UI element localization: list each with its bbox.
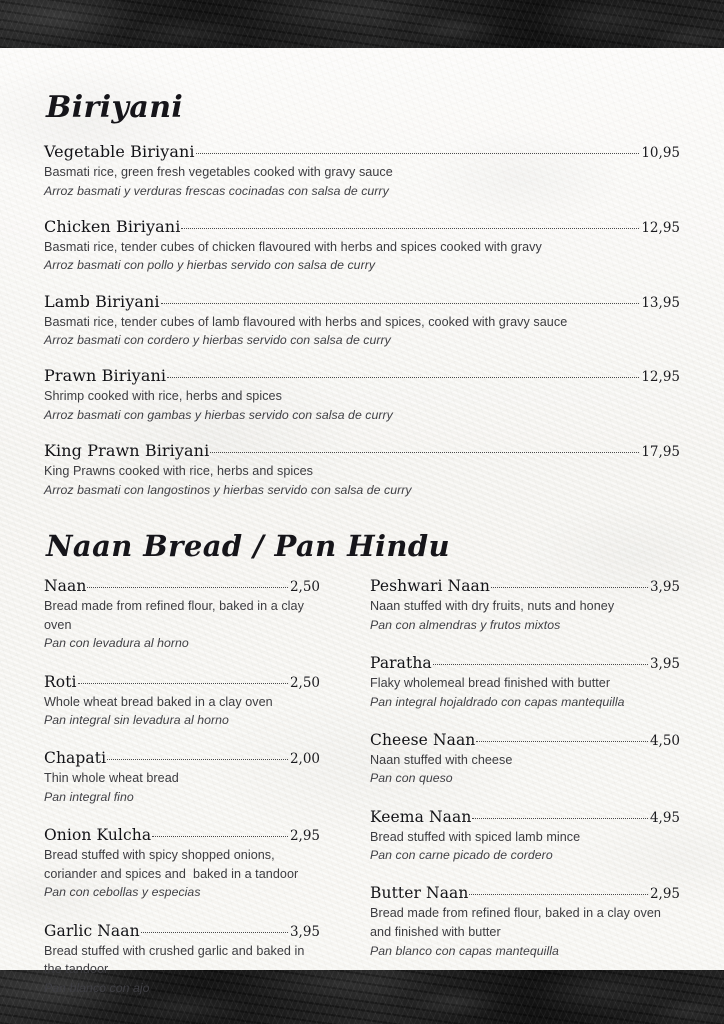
menu-item[interactable] xyxy=(44,749,320,806)
menu-item-description-es: Pan blanco con ajo xyxy=(44,980,150,995)
menu-item-price: 2,50 xyxy=(289,579,320,596)
menu-item-title-row xyxy=(44,577,320,595)
dot-leader xyxy=(469,893,647,895)
menu-item-title-row xyxy=(44,441,680,460)
menu-item-description-en: Naan stuffed with cheese xyxy=(370,752,513,767)
menu-item-name: Cheese Naan xyxy=(370,730,476,749)
dot-leader xyxy=(210,451,639,453)
menu-item-name: Roti xyxy=(44,672,77,691)
menu-item-description-es: Arroz basmati con pollo y hierbas servido con salsa de curry xyxy=(44,258,376,273)
menu-item[interactable] xyxy=(44,673,320,730)
menu-item-title-row xyxy=(44,826,320,844)
menu-item-price: 3,95 xyxy=(289,923,320,940)
naan-bread-column-left xyxy=(44,577,362,997)
menu-item[interactable] xyxy=(44,142,680,200)
menu-item[interactable] xyxy=(370,731,680,788)
dot-leader xyxy=(491,586,648,588)
menu-item-description-en: Basmati rice, tender cubes of chicken flavoured with herbs and spices cooked with gravy xyxy=(44,239,542,254)
menu-item[interactable] xyxy=(44,292,680,350)
dot-leader xyxy=(107,758,288,760)
menu-item-name: Butter Naan xyxy=(370,884,469,903)
menu-item-price: 2,95 xyxy=(649,886,680,903)
menu-item-title-row xyxy=(44,673,320,691)
menu-item[interactable] xyxy=(370,654,680,711)
menu-item-description-en: Bread stuffed with spicy shopped onions, coriander and spices and baked in a tandoor xyxy=(44,848,299,881)
menu-item-name: Chapati xyxy=(44,749,107,768)
menu-item-description-es: Pan con cebollas y especias xyxy=(44,885,201,900)
menu-item-name: Garlic Naan xyxy=(44,921,140,940)
menu-item[interactable] xyxy=(44,366,680,424)
menu-item-title-row xyxy=(44,749,320,767)
menu-item[interactable] xyxy=(44,441,680,499)
menu-content xyxy=(0,48,724,995)
menu-item-name: Naan xyxy=(44,577,87,596)
stone-border-top xyxy=(0,0,724,48)
menu-item-description-es: Pan con queso xyxy=(370,771,453,786)
menu-item-description-en: Whole wheat bread baked in a clay oven xyxy=(44,694,273,709)
menu-item-price: 17,95 xyxy=(641,444,680,461)
menu-item-description-es: Arroz basmati con cordero y hierbas servido con salsa de curry xyxy=(44,333,391,348)
menu-item-description-es: Arroz basmati con gambas y hierbas servido con salsa de curry xyxy=(44,408,393,423)
dot-leader xyxy=(87,586,288,588)
menu-item-name: Onion Kulcha xyxy=(44,826,152,845)
menu-item-title-row xyxy=(370,577,680,595)
menu-item-name: Chicken Biriyani xyxy=(44,216,181,236)
section-heading-biriyani: Biriyani xyxy=(46,90,184,125)
menu-item-name: Prawn Biriyani xyxy=(44,366,167,386)
menu-item-price: 2,00 xyxy=(289,751,320,768)
dot-leader xyxy=(472,817,648,819)
menu-item-title-row xyxy=(44,366,680,385)
menu-item-description-es: Pan integral sin levadura al horno xyxy=(44,713,229,728)
menu-item-description-en: Thin whole wheat bread xyxy=(44,771,179,786)
menu-item-description-en: King Prawns cooked with rice, herbs and spices xyxy=(44,464,314,479)
biriyani-item-list xyxy=(44,142,680,499)
menu-item-price: 2,50 xyxy=(289,674,320,691)
menu-item[interactable] xyxy=(44,826,320,901)
dot-leader xyxy=(433,663,648,665)
section-heading-naan-bread: Naan Bread / Pan Hindu xyxy=(46,529,451,564)
menu-item-description-en: Flaky wholemeal bread finished with butter xyxy=(370,675,611,690)
menu-item-title-row xyxy=(370,808,680,826)
menu-item-description-es: Arroz basmati con langostinos y hierbas servido con salsa de curry xyxy=(44,482,412,497)
menu-item-description-en: Shrimp cooked with rice, herbs and spices xyxy=(44,389,282,404)
naan-bread-column-right xyxy=(362,577,680,997)
menu-item-price: 12,95 xyxy=(641,219,680,236)
menu-item-title-row xyxy=(44,217,680,236)
dot-leader xyxy=(78,682,288,684)
menu-item-price: 13,95 xyxy=(641,294,680,311)
dot-leader xyxy=(152,835,288,837)
menu-item-description-en: Naan stuffed with dry fruits, nuts and honey xyxy=(370,599,615,614)
menu-item-description-en: Basmati rice, tender cubes of lamb flavoured with herbs and spices, cooked with gravy sauce xyxy=(44,314,568,329)
dot-leader xyxy=(196,152,640,154)
menu-item-title-row xyxy=(44,292,680,311)
menu-item[interactable] xyxy=(370,808,680,865)
menu-item-description-es: Pan integral hojaldrado con capas mantequilla xyxy=(370,694,625,709)
dot-leader xyxy=(181,227,639,229)
menu-item-description-es: Pan integral fino xyxy=(44,789,134,804)
dot-leader xyxy=(161,302,640,304)
menu-item-description-es: Pan con almendras y frutos mixtos xyxy=(370,617,561,632)
menu-item-title-row xyxy=(370,731,680,749)
menu-item-price: 3,95 xyxy=(649,579,680,596)
menu-item-description-es: Pan blanco con capas mantequilla xyxy=(370,943,559,958)
menu-item-price: 4,95 xyxy=(649,809,680,826)
menu-item-name: Lamb Biriyani xyxy=(44,291,160,311)
menu-item-description-en: Bread made from refined flour, baked in a clay oven and finished with butter xyxy=(370,906,665,939)
menu-item-name: King Prawn Biriyani xyxy=(44,441,210,461)
menu-item[interactable] xyxy=(44,922,320,997)
menu-item-description-es: Arroz basmati y verduras frescas cocinadas con salsa de curry xyxy=(44,183,389,198)
menu-item[interactable] xyxy=(370,884,680,959)
menu-item-price: 3,95 xyxy=(649,655,680,672)
menu-item-title-row xyxy=(44,142,680,161)
dot-leader xyxy=(167,376,639,378)
menu-item-price: 10,95 xyxy=(641,145,680,161)
menu-item-description-en: Basmati rice, green fresh vegetables cooked with gravy sauce xyxy=(44,165,393,179)
menu-item-description-en: Bread stuffed with spiced lamb mince xyxy=(370,829,581,844)
menu-item-name: Keema Naan xyxy=(370,807,472,826)
menu-item-name: Paratha xyxy=(370,653,432,672)
menu-item-description-es: Pan con levadura al horno xyxy=(44,636,189,651)
naan-bread-columns xyxy=(44,577,680,997)
menu-item-price: 2,95 xyxy=(289,828,320,845)
menu-item[interactable] xyxy=(44,217,680,275)
menu-item[interactable] xyxy=(370,577,680,634)
dot-leader xyxy=(476,740,648,742)
menu-item-description-en: Bread made from refined flour, baked in a clay oven xyxy=(44,599,308,632)
menu-item-title-row xyxy=(370,884,680,902)
menu-item-description-es: Pan con carne picado de cordero xyxy=(370,848,553,863)
menu-item-name: Peshwari Naan xyxy=(370,577,490,596)
dot-leader xyxy=(141,931,288,933)
menu-item-title-row xyxy=(44,922,320,940)
menu-item-description-en: Bread stuffed with crushed garlic and baked in the tandoor xyxy=(44,943,308,977)
menu-item-title-row xyxy=(370,654,680,672)
menu-item-price: 4,50 xyxy=(649,732,680,749)
menu-item-price: 12,95 xyxy=(641,369,680,386)
menu-item-name: Vegetable Biriyani xyxy=(44,142,195,161)
menu-item[interactable] xyxy=(44,577,320,652)
